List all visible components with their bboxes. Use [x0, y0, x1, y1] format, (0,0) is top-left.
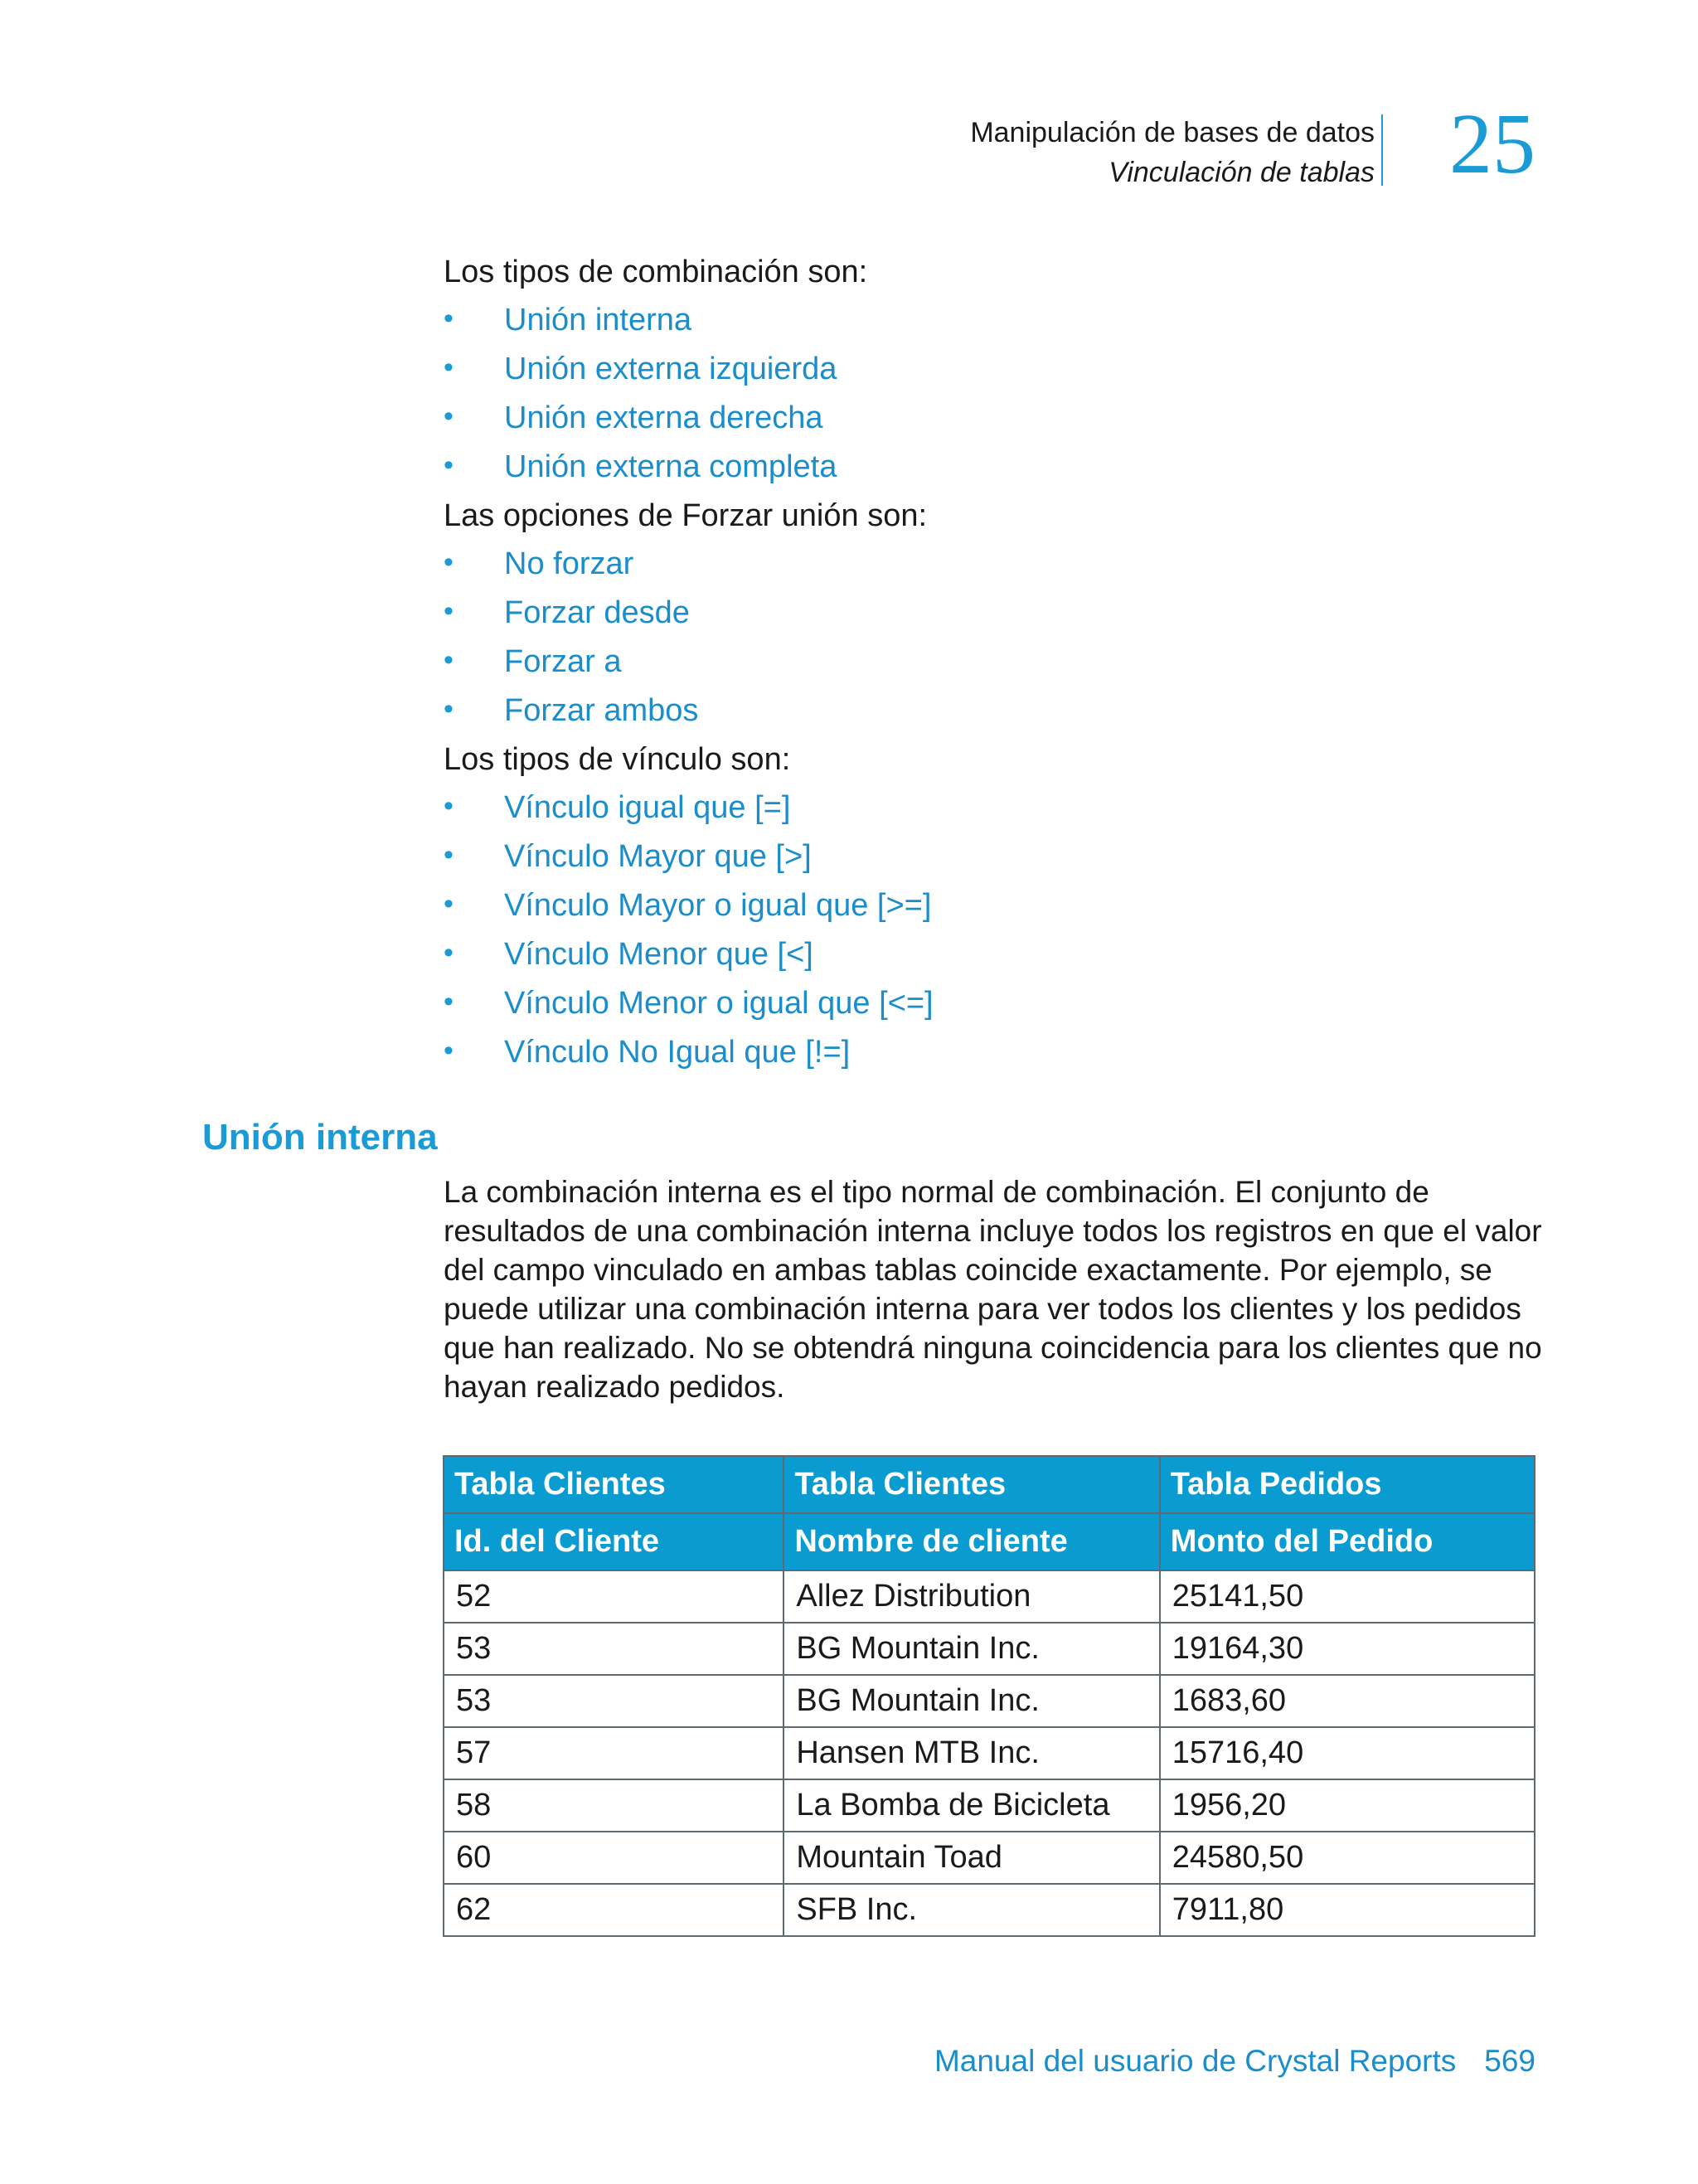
link-text[interactable]: Vínculo Menor o igual que [<=] — [504, 986, 934, 1021]
customer-id-cell: 53 — [444, 1675, 784, 1727]
link-types-intro: Los tipos de vínculo son: — [444, 742, 791, 777]
table-row — [444, 1884, 1535, 1936]
table-header-cell: Nombre de cliente — [784, 1513, 1159, 1570]
bullet-icon: • — [444, 986, 454, 1017]
customer-name-cell: La Bomba de Bicicleta — [784, 1779, 1159, 1832]
list-item[interactable] — [444, 443, 1538, 492]
list-item[interactable] — [444, 881, 1538, 930]
list-item[interactable] — [444, 832, 1538, 881]
join-types-list — [444, 296, 1538, 492]
list-item[interactable] — [444, 638, 1538, 687]
link-text[interactable]: Unión externa completa — [504, 449, 837, 484]
bullet-icon: • — [444, 595, 454, 627]
link-types-list — [444, 784, 1538, 1077]
list-item[interactable] — [444, 930, 1538, 979]
table-row — [444, 1832, 1535, 1884]
list-item[interactable] — [444, 394, 1538, 443]
order-amount-cell: 15716,40 — [1160, 1727, 1535, 1779]
chapter-number: 25 — [1449, 96, 1535, 192]
bullet-icon: • — [444, 1035, 454, 1066]
order-amount-cell: 7911,80 — [1160, 1884, 1535, 1936]
list-item[interactable] — [444, 687, 1538, 735]
customer-name-cell: BG Mountain Inc. — [784, 1623, 1159, 1675]
bullet-icon: • — [444, 400, 454, 432]
customer-name-cell: Mountain Toad — [784, 1832, 1159, 1884]
table-header-row — [444, 1513, 1535, 1570]
customer-name-cell: Allez Distribution — [784, 1570, 1159, 1623]
bullet-icon: • — [444, 546, 454, 578]
order-amount-cell: 24580,50 — [1160, 1832, 1535, 1884]
customer-id-cell: 53 — [444, 1623, 784, 1675]
list-item[interactable] — [444, 979, 1538, 1028]
table-header-cell: Tabla Pedidos — [1160, 1456, 1535, 1513]
customer-id-cell: 52 — [444, 1570, 784, 1623]
table-row — [444, 1570, 1535, 1623]
table-header-row — [444, 1456, 1535, 1513]
header-texts — [970, 113, 1375, 192]
footer-title: Manual del usuario de Crystal Reports — [934, 2044, 1457, 2078]
page-footer — [934, 2041, 1535, 2081]
bullet-icon: • — [444, 888, 454, 920]
customer-id-cell: 60 — [444, 1832, 784, 1884]
bullet-icon: • — [444, 352, 454, 383]
link-text[interactable]: Vínculo igual que [=] — [504, 790, 791, 825]
join-types-block — [444, 248, 1538, 1077]
link-text[interactable]: Vínculo Mayor que [>] — [504, 839, 812, 874]
table-header-cell: Tabla Clientes — [784, 1456, 1159, 1513]
bullet-icon: • — [444, 303, 454, 334]
link-text[interactable]: Forzar ambos — [504, 693, 699, 728]
link-text[interactable]: Unión externa derecha — [504, 400, 823, 435]
customer-id-cell: 62 — [444, 1884, 784, 1936]
bullet-icon: • — [444, 839, 454, 871]
order-amount-cell: 1956,20 — [1160, 1779, 1535, 1832]
force-join-intro: Las opciones de Forzar unión son: — [444, 498, 928, 533]
table-header-cell: Tabla Clientes — [444, 1456, 784, 1513]
bullet-icon: • — [444, 790, 454, 822]
link-text[interactable]: Vínculo No Igual que [!=] — [504, 1035, 851, 1070]
page-number: 569 — [1484, 2044, 1535, 2078]
list-item[interactable] — [444, 784, 1538, 832]
list-item[interactable] — [444, 589, 1538, 638]
customer-id-cell: 57 — [444, 1727, 784, 1779]
header-title: Manipulación de bases de datos — [970, 117, 1375, 148]
order-amount-cell: 1683,60 — [1160, 1675, 1535, 1727]
header-subtitle: Vinculación de tablas — [1109, 157, 1375, 188]
table-row — [444, 1623, 1535, 1675]
section-paragraph: La combinación interna es el tipo normal de combinación. El conjunto de resultados de una combinación interna incluye todos los registros en que el valor del campo vinculado en ambas tablas coincide exactamente. Por ejemplo, se puede utilizar una combinación interna para ver todos los clientes y los pedidos que han realizado. No se obtendrá ninguna coincidencia para los clientes que no hayan realizado pedidos. — [444, 1175, 1542, 1404]
bullet-icon: • — [444, 644, 454, 676]
link-text[interactable]: Unión interna — [504, 303, 692, 337]
link-text[interactable]: Vínculo Mayor o igual que [>=] — [504, 888, 932, 923]
section-heading: Unión interna — [202, 1117, 438, 1158]
table-header-cell: Monto del Pedido — [1160, 1513, 1535, 1570]
table-row — [444, 1675, 1535, 1727]
bullet-icon: • — [444, 449, 454, 481]
order-amount-cell: 25141,50 — [1160, 1570, 1535, 1623]
table-row — [444, 1727, 1535, 1779]
link-text[interactable]: Forzar desde — [504, 595, 690, 630]
table-header-cell: Id. del Cliente — [444, 1513, 784, 1570]
bullet-icon: • — [444, 937, 454, 968]
list-item[interactable] — [444, 1028, 1538, 1077]
results-table — [443, 1455, 1535, 1937]
running-header — [541, 96, 1535, 192]
list-item[interactable] — [444, 540, 1538, 589]
customer-id-cell: 58 — [444, 1779, 784, 1832]
list-item[interactable] — [444, 296, 1538, 345]
link-text[interactable]: Forzar a — [504, 644, 622, 679]
link-text[interactable]: No forzar — [504, 546, 634, 581]
order-amount-cell: 19164,30 — [1160, 1623, 1535, 1675]
customer-name-cell: Hansen MTB Inc. — [784, 1727, 1159, 1779]
header-divider — [1381, 114, 1383, 186]
link-text[interactable]: Vínculo Menor que [<] — [504, 937, 813, 972]
force-join-list — [444, 540, 1538, 735]
bullet-icon: • — [444, 693, 454, 725]
list-item[interactable] — [444, 345, 1538, 394]
table-row — [444, 1779, 1535, 1832]
join-types-intro: Los tipos de combinación son: — [444, 255, 868, 289]
customer-name-cell: BG Mountain Inc. — [784, 1675, 1159, 1727]
customer-name-cell: SFB Inc. — [784, 1884, 1159, 1936]
link-text[interactable]: Unión externa izquierda — [504, 352, 837, 386]
